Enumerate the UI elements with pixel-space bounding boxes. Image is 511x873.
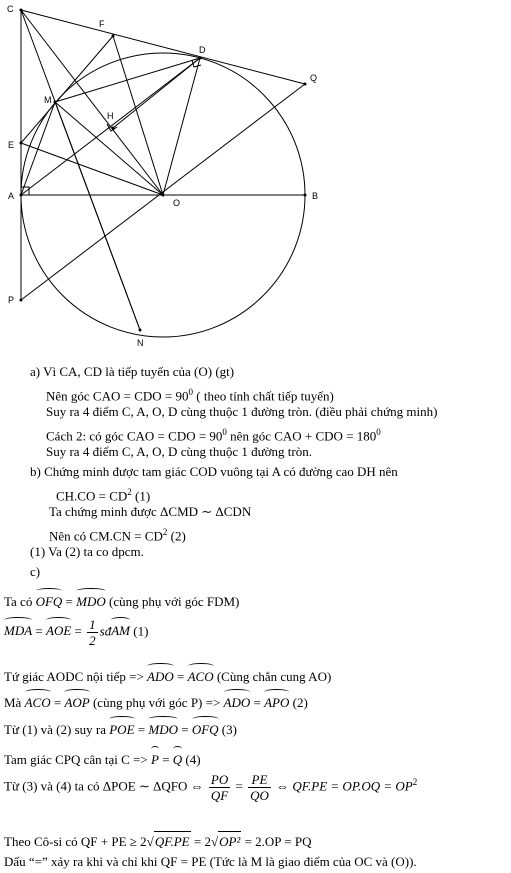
geometry-figure [0, 0, 511, 362]
part-c-line-5: Từ (1) và (2) suy ra POE = MDO = OFQ (3) [4, 717, 237, 740]
label-m: M [44, 95, 52, 105]
part-a-line-4: Cách 2: có góc CAO = CDO = $90^0$ nên góc CAO + CDO = $180^0$ [46, 427, 381, 444]
sqrt-symbol: √ [210, 834, 219, 849]
label-q: Q [310, 73, 318, 83]
part-c-line-4: Mà ACO = AOP (cùng phụ với góc P) => ADO = APO (2) [4, 690, 308, 713]
part-a-line-1: a) Vì CA, CD là tiếp tuyến của (O) (gt) [30, 364, 235, 379]
label-e: E [8, 140, 15, 150]
part-b-line-3: Ta chứng minh được ΔCMD ∼ ΔCDN [49, 504, 252, 519]
part-c-line-8: Theo Cô-si có QF + PE ≥ 2√QF.PE = 2√OP² = 2.OP = PQ [4, 831, 312, 852]
label-h: H [107, 111, 114, 121]
part-b-line-4: Nên có $CM.CN = CD^2$ (2) [49, 527, 186, 544]
label-p: P [8, 295, 15, 305]
part-b-line-1: b) Chứng minh được tam giác COD vuông tại A có đường cao DH nên [30, 464, 398, 479]
label-n: N [137, 338, 144, 348]
part-a-line-2: Nên góc CAO = CDO = $90^0$ ( theo tính chất tiếp tuyến) [46, 387, 334, 404]
points [20, 9, 307, 332]
part-c-line-6: Tam giác CPQ cân tại C => P = Q (4) [4, 747, 201, 770]
label-d: D [199, 45, 206, 55]
point-labels [7, 4, 318, 348]
fraction-pe-qo: $\frac{PE}{QO}$ [250, 772, 269, 803]
label-a: A [8, 191, 15, 201]
part-c-line-2: MDA = AOE = $\frac{1}{2}$ sđAM (1) [4, 617, 149, 648]
part-c-line-3: Tứ giác AODC nội tiếp => ADO = ACO (Cùng chắn cung AO) [4, 664, 331, 687]
label-b: B [312, 191, 319, 201]
label-f: F [99, 19, 105, 29]
part-c-label: c) [30, 564, 41, 579]
part-a-line-3: Suy ra 4 điểm C, A, O, D cùng thuộc 1 đường tròn. (điều phải chứng minh) [46, 404, 438, 419]
part-c-line-9: Dấu “=” xảy ra khi và chỉ khi QF = PE (Tức là M là giao điểm của OC và (O)). [4, 854, 417, 869]
fraction-one-half: $\frac{1}{2}$ [89, 617, 96, 648]
sqrt-symbol: √ [146, 834, 154, 849]
part-b-line-2: $CH.CO = CD^2$ (1) [56, 487, 151, 504]
part-a-line-5: Suy ra 4 điểm C, A, O, D cùng thuộc 1 đường tròn. [46, 444, 312, 459]
part-c-line-7: Từ (3) và (4) ta có ΔPOE ∼ ΔQFO ⇔ $\frac{PO}{QF}$ = $\frac{PE}{QO}$ ⇔ $QF.PE = OP.OQ = OP^2$ [4, 772, 418, 803]
part-b-line-5: (1) Va (2) ta co dpcm. [30, 544, 144, 559]
label-c: C [7, 4, 14, 14]
part-c-line-1: Ta có OFQ = MDO (cùng phụ với góc FDM) [4, 589, 239, 612]
label-o: O [173, 198, 181, 208]
construction-lines [21, 10, 305, 330]
fraction-po-qf: $\frac{PO}{QF}$ [210, 772, 229, 803]
